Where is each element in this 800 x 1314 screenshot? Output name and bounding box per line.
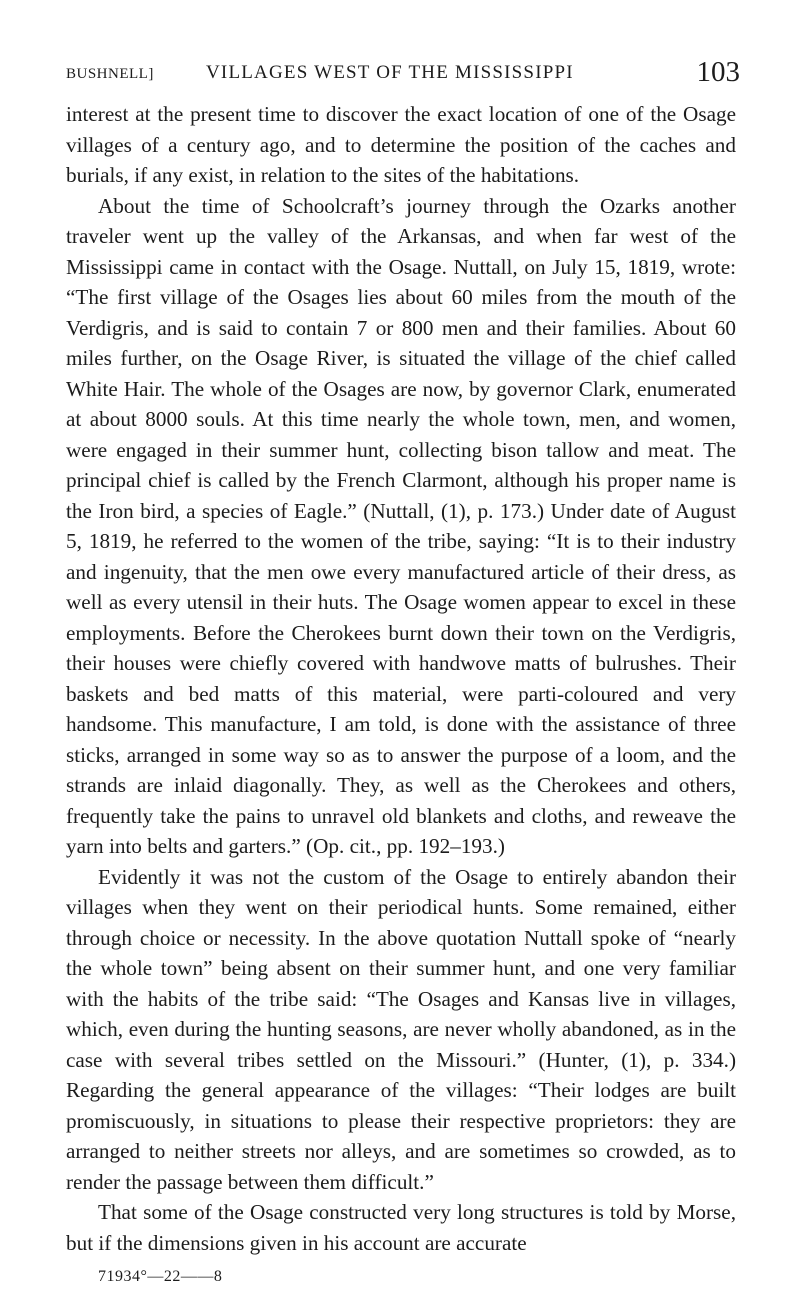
paragraph-continued: interest at the present time to discover the exact location of one of the Osage villages of a century ago, and to determine the position of the caches and burials, if any exist, in relation to the sites of the habitations. [66, 102, 736, 187]
paragraph-nuttall: About the time of Schoolcraft’s journey through the Ozarks another traveler went up the valley of the Arkansas, and when far west of the Mississippi came in contact with the Osage. Nuttall, on July 15, 1819, wrote: “The first village of the Osages lies about 60 miles from the mouth of the Verdigris, and is said to contain 7 or 800 men and their families. About 60 miles further, on the Osage River, is situated the village of the chief called White Hair. The whole of the Osages are now, by governor Clark, enumerated at about 8000 souls. At this time nearly the whole town, men, and women, were engaged in their summer hunt, collecting bison tallow and meat. The principal chief is called by the French Clarmont, although his proper name is the Iron bird, a species of Eagle.” (Nuttall, (1), p. 173.) Under date of August 5, 1819, he referred to the women of the tribe, saying: “It is to their industry and ingenuity, that the men owe every manufactured article of their dress, as well as every utensil in their huts. The Osage women appear to excel in these employments. Before the Cherokees burnt down their town on the Verdigris, their houses were chiefly covered with handwove matts of bulrushes. Their baskets and bed matts of this material, were parti-coloured and very handsome. This manufacture, I am told, is done with the assistance of three sticks, arranged in some way so as to answer the purpose of a loom, and the strands are inlaid diagonally. They, as well as the Cherokees and others, frequently take the pains to unravel old blankets and cloths, and reweave the yarn into belts and garters.” (Op. cit., pp. 192–193.) [66, 193, 736, 858]
body-text [66, 99, 736, 1258]
running-head-title: VILLAGES WEST OF THE MISSISSIPPI [206, 62, 574, 83]
signature-mark: 71934°—22——8 [98, 1268, 223, 1285]
running-head [66, 58, 740, 98]
running-head-author: BUSHNELL] [66, 66, 154, 82]
page-number: 103 [696, 56, 740, 88]
paragraph-villages: Evidently it was not the custom of the Osage to entirely abandon their villages when they went on their periodical hunts. Some remained, either through choice or necessity. In the above quotation Nuttall spoke of “nearly the whole town” being absent on their summer hunt, and one very familiar with the habits of the tribe said: “The Osages and Kansas live in villages, which, even during the hunting seasons, are never wholly abandoned, as in the case with several tribes settled on the Missouri.” (Hunter, (1), p. 334.) Regarding the general appearance of the villages: “Their lodges are built promiscuously, in situations to please their respective proprietors: they are arranged to neither streets nor alleys, and are sometimes so crowded, as to render the passage between them difficult.” [66, 864, 736, 1194]
paragraph-morse: That some of the Osage constructed very long structures is told by Morse, but if the dimensions given in his account are accurate [66, 1200, 736, 1255]
